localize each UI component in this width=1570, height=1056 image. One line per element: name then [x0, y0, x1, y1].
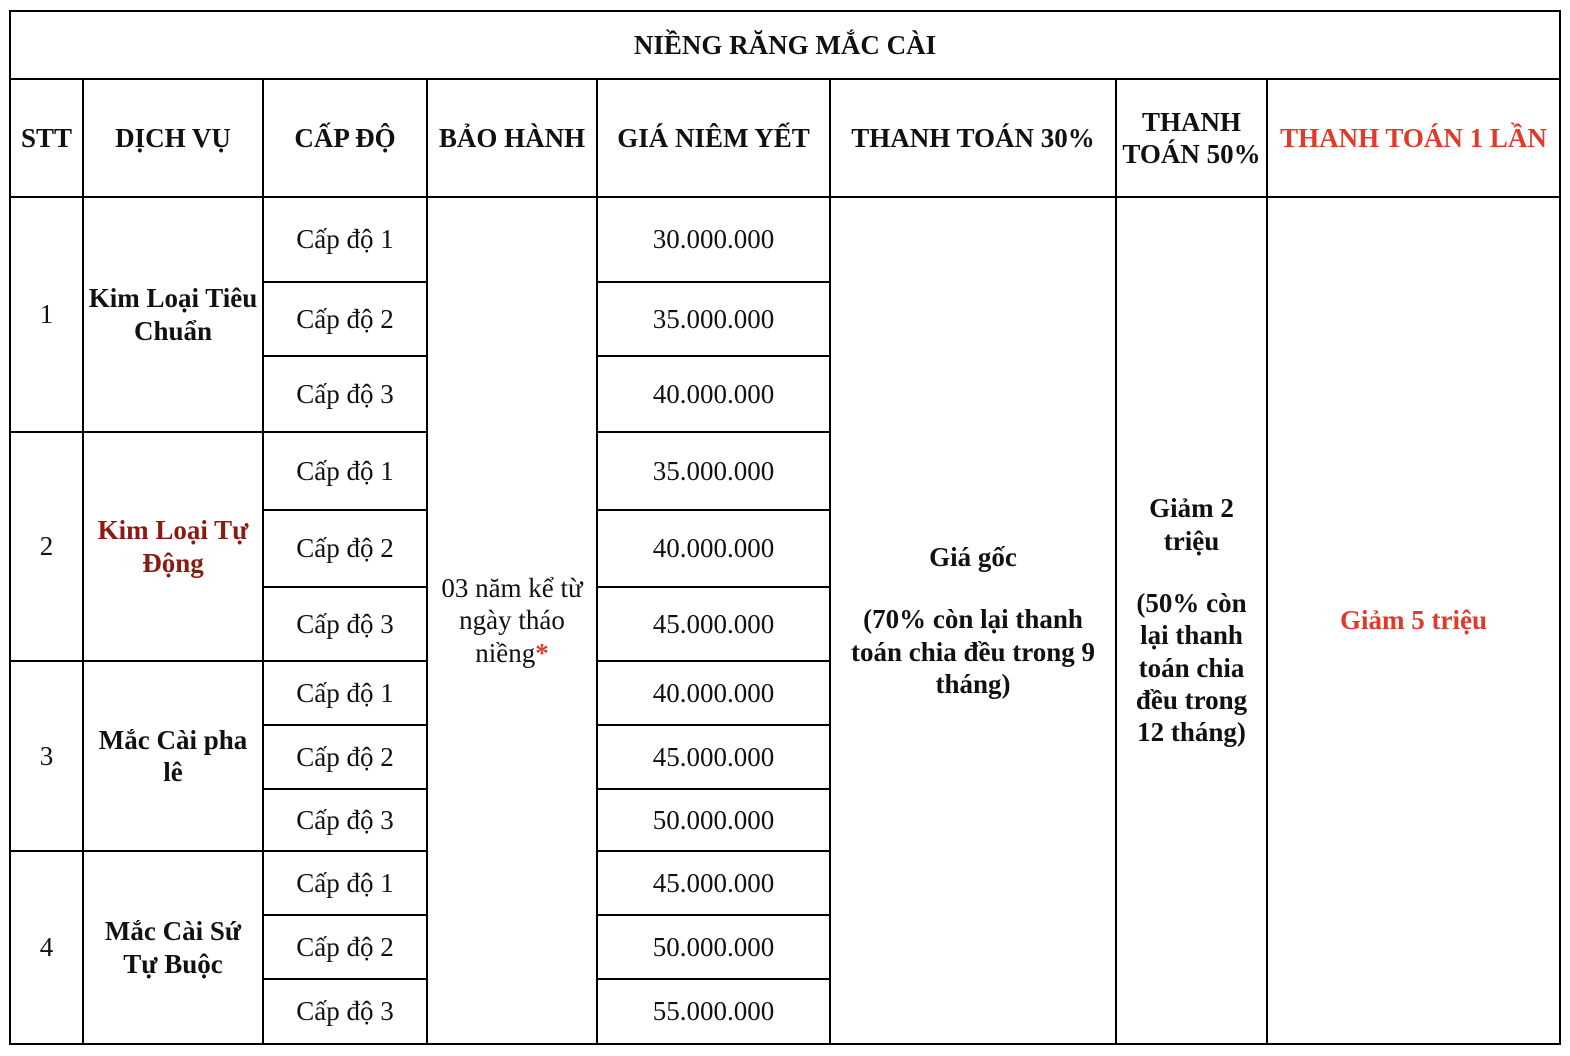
level-cell: Cấp độ 3 — [263, 587, 427, 661]
level-cell: Cấp độ 2 — [263, 510, 427, 587]
level-cell: Cấp độ 3 — [263, 789, 427, 851]
header-pay-50: THANH TOÁN 50% — [1116, 79, 1267, 197]
level-cell: Cấp độ 2 — [263, 915, 427, 979]
warranty-cell — [427, 197, 597, 1044]
service-name: Mắc Cài pha lê — [83, 661, 263, 851]
warranty-text: 03 năm kể từ ngày tháo niềng — [441, 572, 583, 668]
pay-50-line2: (50% còn lại thanh toán chia đều trong 12 tháng) — [1135, 587, 1248, 748]
level-cell: Cấp độ 3 — [263, 979, 427, 1044]
level-cell: Cấp độ 2 — [263, 725, 427, 789]
level-cell: Cấp độ 1 — [263, 851, 427, 915]
pay-30-line2: (70% còn lại thanh toán chia đều trong 9 tháng) — [850, 604, 1096, 699]
price-cell: 50.000.000 — [597, 789, 830, 851]
row-stt: 2 — [10, 432, 83, 661]
pay-50-line1: Giảm 2 triệu — [1149, 493, 1234, 556]
row-stt: 1 — [10, 197, 83, 432]
header-warranty: BẢO HÀNH — [427, 79, 597, 197]
pay-full-cell: Giảm 5 triệu — [1267, 197, 1560, 1044]
pricing-table — [9, 10, 1561, 1045]
price-cell: 30.000.000 — [597, 197, 830, 282]
price-cell: 35.000.000 — [597, 432, 830, 510]
level-cell: Cấp độ 1 — [263, 661, 427, 725]
level-cell: Cấp độ 1 — [263, 197, 427, 282]
header-stt: STT — [10, 79, 83, 197]
pay-30-cell — [830, 197, 1116, 1044]
price-cell: 40.000.000 — [597, 661, 830, 725]
price-cell: 40.000.000 — [597, 510, 830, 587]
price-cell: 45.000.000 — [597, 587, 830, 661]
service-name: Mắc Cài Sứ Tự Buộc — [83, 851, 263, 1044]
header-pay-full: THANH TOÁN 1 LẦN — [1267, 79, 1560, 197]
price-cell: 50.000.000 — [597, 915, 830, 979]
header-list-price: GIÁ NIÊM YẾT — [597, 79, 830, 197]
price-cell: 55.000.000 — [597, 979, 830, 1044]
level-cell: Cấp độ 3 — [263, 356, 427, 432]
price-cell: 45.000.000 — [597, 725, 830, 789]
warranty-asterisk: * — [535, 637, 549, 668]
header-level: CẤP ĐỘ — [263, 79, 427, 197]
table-title: NIỀNG RĂNG MẮC CÀI — [10, 11, 1560, 79]
row-stt: 4 — [10, 851, 83, 1044]
pay-30-line1: Giá gốc — [929, 541, 1017, 572]
service-name: Kim Loại Tự Động — [83, 432, 263, 661]
header-row — [10, 79, 1560, 197]
service-name: Kim Loại Tiêu Chuẩn — [83, 197, 263, 432]
price-cell: 35.000.000 — [597, 282, 830, 356]
level-cell: Cấp độ 1 — [263, 432, 427, 510]
table-row — [10, 197, 1560, 282]
price-cell: 45.000.000 — [597, 851, 830, 915]
header-pay-30: THANH TOÁN 30% — [830, 79, 1116, 197]
row-stt: 3 — [10, 661, 83, 851]
pay-50-cell — [1116, 197, 1267, 1044]
price-cell: 40.000.000 — [597, 356, 830, 432]
level-cell: Cấp độ 2 — [263, 282, 427, 356]
header-service: DỊCH VỤ — [83, 79, 263, 197]
